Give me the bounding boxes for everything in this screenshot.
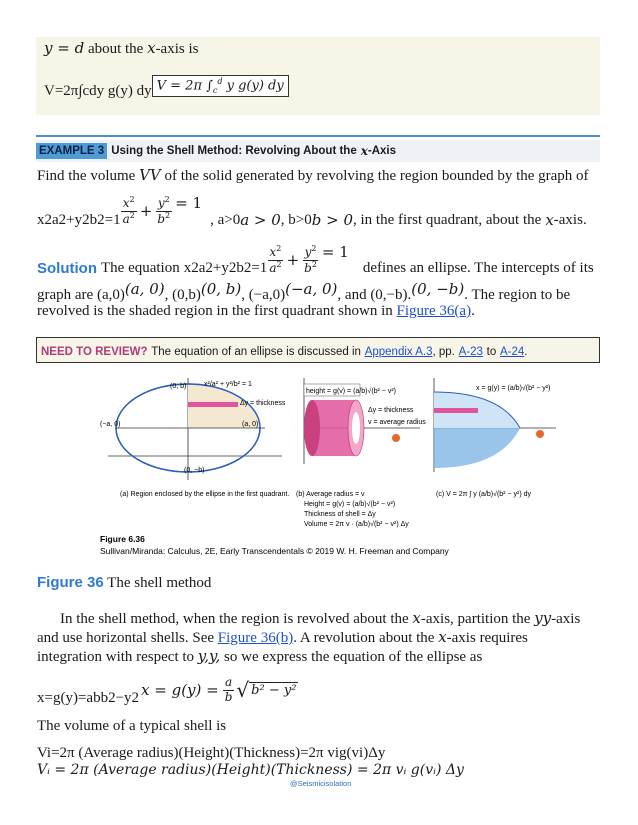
figure-title (37, 574, 211, 592)
review-text: The equation of an ellipse is discussed in (151, 346, 361, 358)
vi-math-line (37, 762, 464, 779)
review-label: NEED TO REVIEW? (41, 346, 148, 358)
solution-line-1: Solution The equation x2a2+y2b2=1 $\frac{x^2}{a^2}$ + $\frac{y^2}{b^2}$ = 1 defines an ellipse. The intercepts of its (37, 243, 594, 277)
para-line-2 (37, 628, 528, 647)
problem-tail: , in the first quadrant, about the (353, 211, 542, 228)
sol-frac-x2-a2: $\frac{x^2}{a^2}$ (269, 244, 282, 275)
label-avg-radius: v = average radius (368, 419, 426, 426)
g-eq-frac: $\frac{a}{b}$ (224, 675, 233, 704)
label-0b: (0, b) (170, 383, 187, 390)
cond-a: , a>0 (210, 211, 241, 228)
solution-text-2: defines an ellipse. The intercepts of its (362, 259, 594, 276)
problem-axis: x (545, 211, 554, 229)
watermark: @Seismicisolation (290, 779, 352, 788)
point-a0: (a,0) (96, 287, 125, 303)
figure-6-36 (100, 372, 560, 560)
point-a0-math: (a, 0) (124, 280, 165, 298)
ellipse-eq-plain: x2a2+y2b2=1 (37, 211, 121, 228)
sol-line3-end: . (471, 303, 475, 319)
label-thickness-b: Δy = thickness (368, 407, 414, 414)
para-l2-b: . A revolution about the (293, 630, 435, 646)
para-l1-a: In the shell method, when the region is revolved about the (60, 611, 409, 627)
problem-end: -axis. (553, 211, 587, 228)
caption-c: (c) V = 2π ∫ y (a/b)√(b² − y²) dy (436, 491, 531, 498)
figure-title-label: Figure 36 (37, 574, 104, 591)
page-a24-link[interactable]: A-24 (500, 346, 525, 358)
label-thickness-a: Δy = thickness (240, 400, 286, 407)
frac-y2-b2: $\frac{y^2}{b^2}$ (157, 195, 171, 226)
figure-36b-link[interactable]: Figure 36(b) (217, 630, 294, 646)
label-xg: x = g(y) = (a/b)√(b² − y²) (476, 385, 551, 392)
label-0nb: (0, −b) (184, 467, 205, 474)
sol-eq-rhs: = 1 (321, 243, 349, 261)
review-end: . (524, 346, 528, 358)
point-na0-math: (−a, 0) (285, 280, 338, 298)
volume-typical-text: The volume of a typical shell is (37, 718, 227, 734)
caption-b4: Volume = 2π v · (a/b)√(b² − v²) Δy (304, 521, 409, 528)
point-0nb: , and (0,−b). (337, 287, 412, 303)
x-axis-var: x (147, 39, 156, 57)
sol-line2-end: . The region to be (464, 287, 571, 303)
volume-formula: V = 2π $\int_c^d$ y g(y) dy (156, 77, 284, 95)
page-a23-link[interactable]: A-23 (458, 346, 483, 358)
point-na0: , (−a,0) (241, 287, 286, 303)
about-text: about the (87, 41, 144, 57)
g-eq-root: b² − y² (251, 683, 297, 698)
para-l3-b: so we express the equation of the ellipse as (224, 649, 483, 665)
para-l1-y: yy (534, 609, 552, 627)
cond-b: , b>0 (280, 211, 312, 228)
caption-b3: Thickness of shell = Δy (304, 511, 376, 518)
problem-text-b: of the solid generated by revolving the region bounded by the graph of (164, 168, 589, 184)
figure-36a-link[interactable]: Figure 36(a) (396, 303, 472, 319)
frac-x2-a2: $\frac{x^2}{a^2}$ (122, 195, 135, 226)
review-box (36, 337, 600, 363)
problem-line-2: x2a2+y2b2=1 $\frac{x^2}{a^2}$ + $\frac{y^2}{b^2}$ = 1 , a>0 a > 0 , b>0 b > 0 , in the first quadrant, about the x -axis. (37, 194, 587, 229)
para-line-3 (37, 647, 482, 666)
solution-line-2 (37, 280, 571, 304)
para-l1-b: -axis, partition the (420, 611, 531, 627)
point-0b-math: (0, b) (200, 280, 242, 298)
vi-math: Vᵢ = 2π (Average radius)(Height)(Thickness) = 2π vᵢ g(vᵢ) Δy (37, 762, 464, 778)
panel-c-solid (434, 378, 556, 472)
example-title-tail: -Axis (367, 145, 397, 157)
axis-tail: -axis is (155, 41, 199, 57)
cond-b-math: b > 0 (311, 211, 354, 229)
para-l3-a: integration with respect to (37, 649, 195, 665)
figure-credit: Sullivan/Miranda: Calculus, 2E, Early Transcendentals © 2019 W. H. Freeman and Company (100, 546, 449, 556)
example-tag: EXAMPLE 3 (36, 143, 107, 159)
para-l1-c: -axis (551, 611, 581, 627)
panel-b-shell (304, 378, 426, 464)
figure-title-text: The shell method (107, 575, 212, 591)
review-to: to (486, 346, 497, 358)
para-l2-x: x (438, 628, 447, 646)
para-line-1 (60, 609, 580, 628)
caption-b1: (b) Average radius = v (296, 491, 365, 498)
figure-number: Figure 6.36 (100, 534, 145, 544)
appendix-link[interactable]: Appendix A.3 (364, 346, 433, 358)
axis-line (44, 39, 198, 58)
point-0b: , (0,b) (164, 287, 201, 303)
sqrt-icon: √ (236, 678, 250, 702)
section-divider (36, 135, 600, 137)
problem-volume-var: VV (139, 166, 161, 184)
label-ellipse-eq: x²/a² + y²/b² = 1 (204, 381, 252, 388)
example-header (36, 140, 600, 162)
volume-plain-text: V=2π∫cdy g(y) dy (44, 83, 152, 100)
volume-formula-box (152, 75, 289, 97)
y-equals-d: y = d (44, 39, 85, 57)
cond-a-math: a > 0 (240, 211, 281, 229)
solution-label: Solution (37, 259, 97, 277)
problem-text-a: Find the volume (37, 168, 136, 184)
label-height: height = g(v) = (a/b)√(b² − v²) (306, 388, 397, 395)
review-mid: , pp. (432, 346, 455, 358)
sol-frac-y2-b2: $\frac{y^2}{b^2}$ (304, 244, 317, 275)
panel-a-ellipse (100, 378, 286, 480)
point-0nb-math: (0, −b) (411, 280, 465, 298)
label-na0: (−a, 0) (100, 421, 121, 428)
caption-b2: Height = g(v) = (a/b)√(b² − v²) (304, 501, 396, 508)
label-a0: (a, 0) (242, 421, 259, 428)
sol-graph-are: graph are (37, 287, 94, 303)
para-l1-x: x (412, 609, 421, 627)
example-axis: x (360, 144, 368, 158)
rotation-arrow-icon (392, 434, 400, 442)
volume-line (44, 77, 289, 103)
problem-line-1 (37, 166, 603, 185)
para-l2-a: and use horizontal shells. See (37, 630, 215, 646)
shell-method-figure (100, 372, 560, 560)
sol-line3-text: revolved is the shaded region in the first quadrant shown in (37, 303, 393, 319)
solution-line-3 (37, 303, 475, 320)
para-l2-c: -axis requires (446, 630, 528, 646)
g-eq-math: x = g(y) = (141, 681, 219, 699)
caption-a: (a) Region enclosed by the ellipse in the first quadrant. (120, 491, 290, 498)
g-eq-plain: x=g(y)=abb2−y2 (37, 689, 140, 706)
g-equation (37, 670, 298, 710)
solution-text-1: The equation (101, 259, 180, 276)
para-l3-y: y,y, (197, 647, 221, 665)
vi-plain: Vi=2π (Average radius)(Height)(Thickness)=2π vig(vi)Δy (37, 745, 386, 761)
formula-summary-box (36, 37, 600, 115)
ellipse-eq-rhs: = 1 (175, 194, 203, 212)
example-title: Using the Shell Method: Revolving About the (111, 145, 357, 157)
solution-eq-plain: x2a2+y2b2=1 (183, 259, 268, 276)
